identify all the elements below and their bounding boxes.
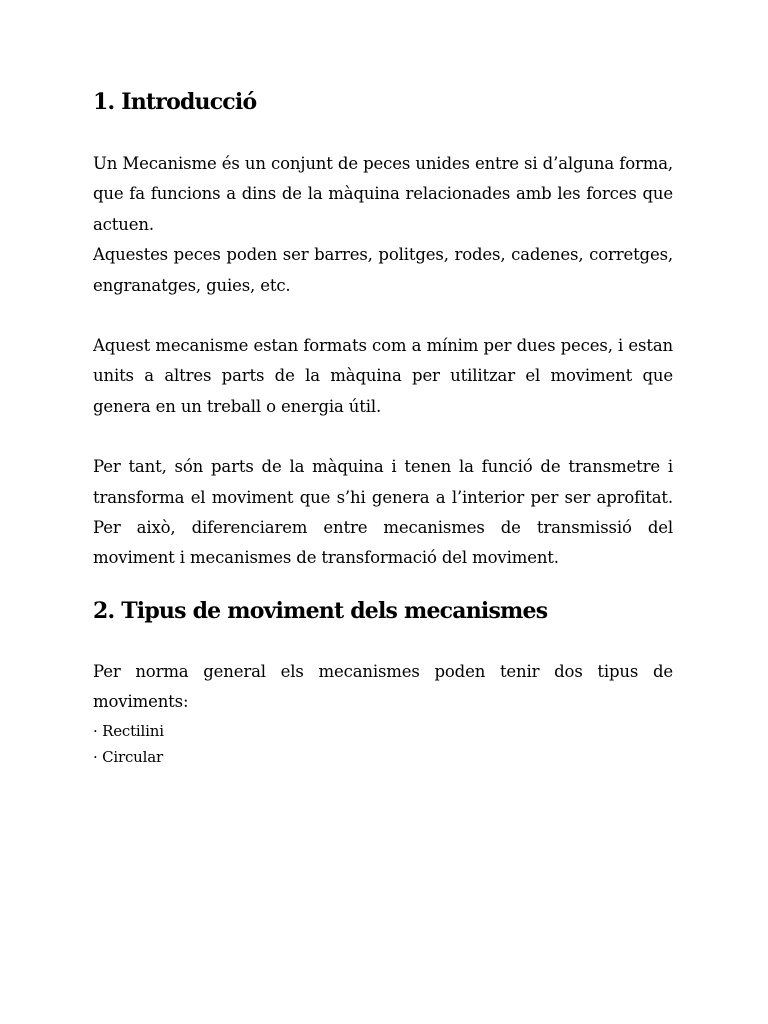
document-body — [93, 84, 673, 770]
section-heading-introduccio: 1. Introducció — [93, 89, 257, 115]
paragraph-movement-types: Per norma general els mecanismes poden tenir dos tipus de moviments: — [93, 661, 673, 712]
movement-types-list — [93, 718, 673, 770]
paragraph-definition: Un Mecanisme és un conjunt de peces unides entre si d’alguna forma, que fa funcions a dins de la màquina relacionades amb les forces que actuen. — [93, 154, 673, 234]
list-item-circular: · Circular — [93, 747, 163, 766]
section-heading-tipus-moviment: 2. Tipus de moviment dels mecanismes — [93, 597, 548, 624]
paragraph-parts-list: Aquestes peces poden ser barres, politges, rodes, cadenes, corretges, engranatges, guies, etc. — [93, 245, 673, 295]
list-item-rectilini: · Rectilini — [93, 721, 164, 740]
paragraph-formation: Aquest mecanisme estan formats com a mínim per dues peces, i estan units a altres parts de la màquina per utilitzar el moviment que genera en un treball o energia útil. — [93, 336, 673, 416]
paragraph-function: Per tant, són parts de la màquina i tenen la funció de transmetre i transforma el moviment que s’hi genera a l’interior per ser aprofitat. Per això, diferenciarem entre mecanismes de transmissió del moviment i mecanismes de transformació del moviment. — [93, 457, 673, 568]
